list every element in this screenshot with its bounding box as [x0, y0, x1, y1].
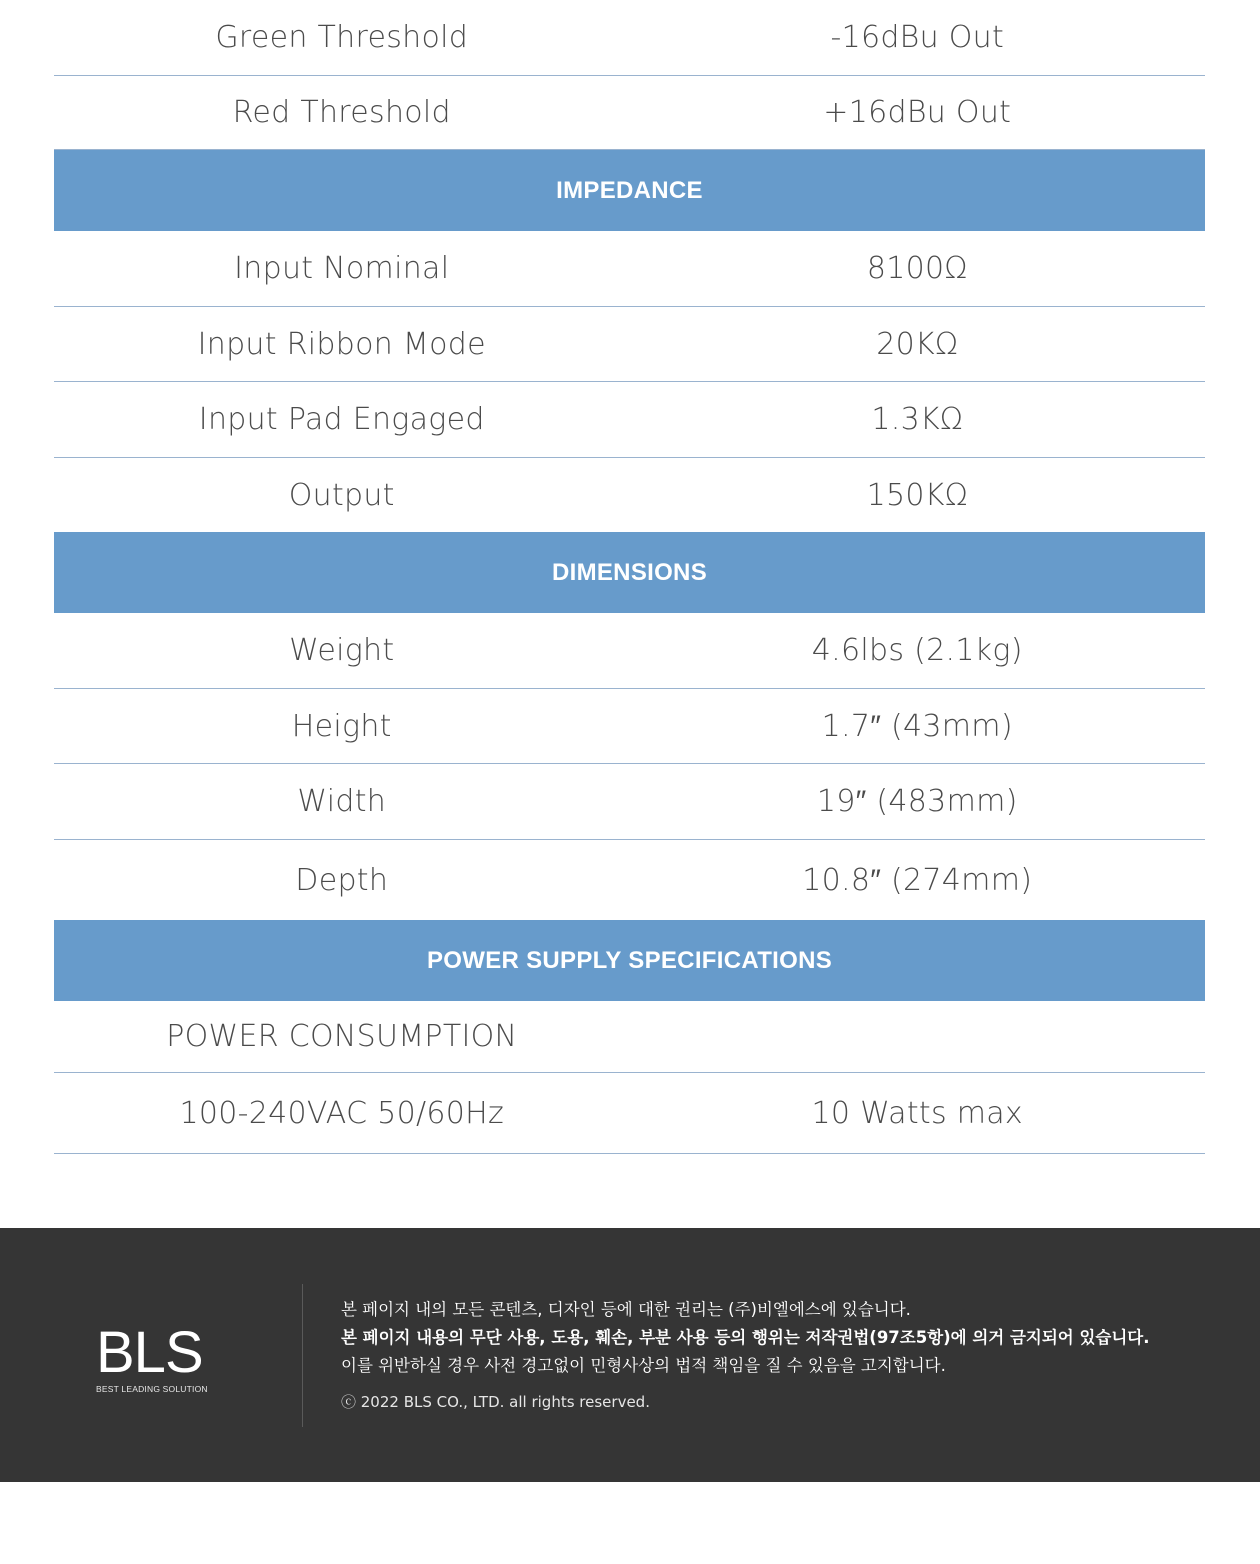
spec-label: Input Ribbon Mode: [197, 326, 486, 362]
spec-label: Input Nominal: [234, 251, 450, 286]
spec-row-input-ribbon-mode: [54, 307, 1205, 382]
spec-value: 10 Watts max: [811, 1095, 1023, 1131]
footer-divider: [302, 1284, 303, 1427]
spec-row-power-consumption: [54, 1001, 1205, 1073]
spec-row-width: [54, 764, 1205, 840]
section-header-impedance: IMPEDANCE: [54, 150, 1205, 231]
spec-label: Weight: [289, 633, 395, 668]
spec-row-green-threshold: [54, 0, 1205, 76]
spec-value: 20KΩ: [876, 326, 959, 362]
bls-logo[interactable]: [96, 1320, 208, 1394]
spec-row-input-nominal: [54, 231, 1205, 307]
spec-label: Output: [288, 477, 395, 513]
spec-value: 19″ (483mm): [816, 784, 1018, 819]
spec-label: Width: [297, 784, 387, 819]
spec-table: [54, 0, 1205, 1154]
spec-label: POWER CONSUMPTION: [166, 1019, 518, 1054]
footer-line-2: 본 페이지 내용의 무단 사용, 도용, 훼손, 부분 사용 등의 행위는 저작권법(97조5항)에 의거 금지되어 있습니다.: [341, 1328, 1150, 1347]
spec-row-input-pad-engaged: [54, 382, 1205, 458]
spec-row-weight: [54, 613, 1205, 689]
logo-text: BLS: [96, 1320, 203, 1385]
spec-row-red-threshold: [54, 76, 1205, 150]
spec-value: 150KΩ: [866, 477, 968, 513]
footer-legal-text: [341, 1296, 1150, 1416]
spec-label: Green Threshold: [215, 20, 469, 55]
spec-value: 4.6lbs (2.1kg): [811, 633, 1023, 668]
spec-value: -16dBu Out: [830, 20, 1005, 55]
spec-label: 100-240VAC 50/60Hz: [179, 1095, 505, 1131]
spec-row-output: [54, 458, 1205, 532]
spec-label: Red Threshold: [232, 95, 451, 130]
section-header-dimensions: DIMENSIONS: [54, 532, 1205, 613]
spec-label: Height: [291, 708, 392, 744]
footer-line-3: 이를 위반하실 경우 사전 경고없이 민형사상의 법적 책임을 질 수 있음을 고지합니다.: [341, 1356, 946, 1375]
spec-value: +16dBu Out: [823, 95, 1012, 130]
footer-copyright: ⓒ 2022 BLS CO., LTD. all rights reserved.: [341, 1393, 650, 1411]
footer-line-1: 본 페이지 내의 모든 콘텐츠, 디자인 등에 대한 권리는 (주)비엘에스에 있습니다.: [341, 1300, 911, 1319]
spec-row-power-input: [54, 1073, 1205, 1154]
spec-row-depth: [54, 840, 1205, 920]
logo-subtitle: BEST LEADING SOLUTION: [96, 1384, 208, 1394]
spec-label: Depth: [295, 862, 389, 898]
spec-value: 1.7″ (43mm): [821, 708, 1013, 744]
spec-label: Input Pad Engaged: [198, 402, 485, 437]
spec-value: 10.8″ (274mm): [802, 862, 1033, 898]
spec-value: 1.3KΩ: [871, 402, 964, 437]
spec-value: 8100Ω: [866, 251, 968, 286]
spec-row-height: [54, 689, 1205, 764]
section-header-power-supply: POWER SUPPLY SPECIFICATIONS: [54, 920, 1205, 1001]
footer: [0, 1228, 1260, 1482]
